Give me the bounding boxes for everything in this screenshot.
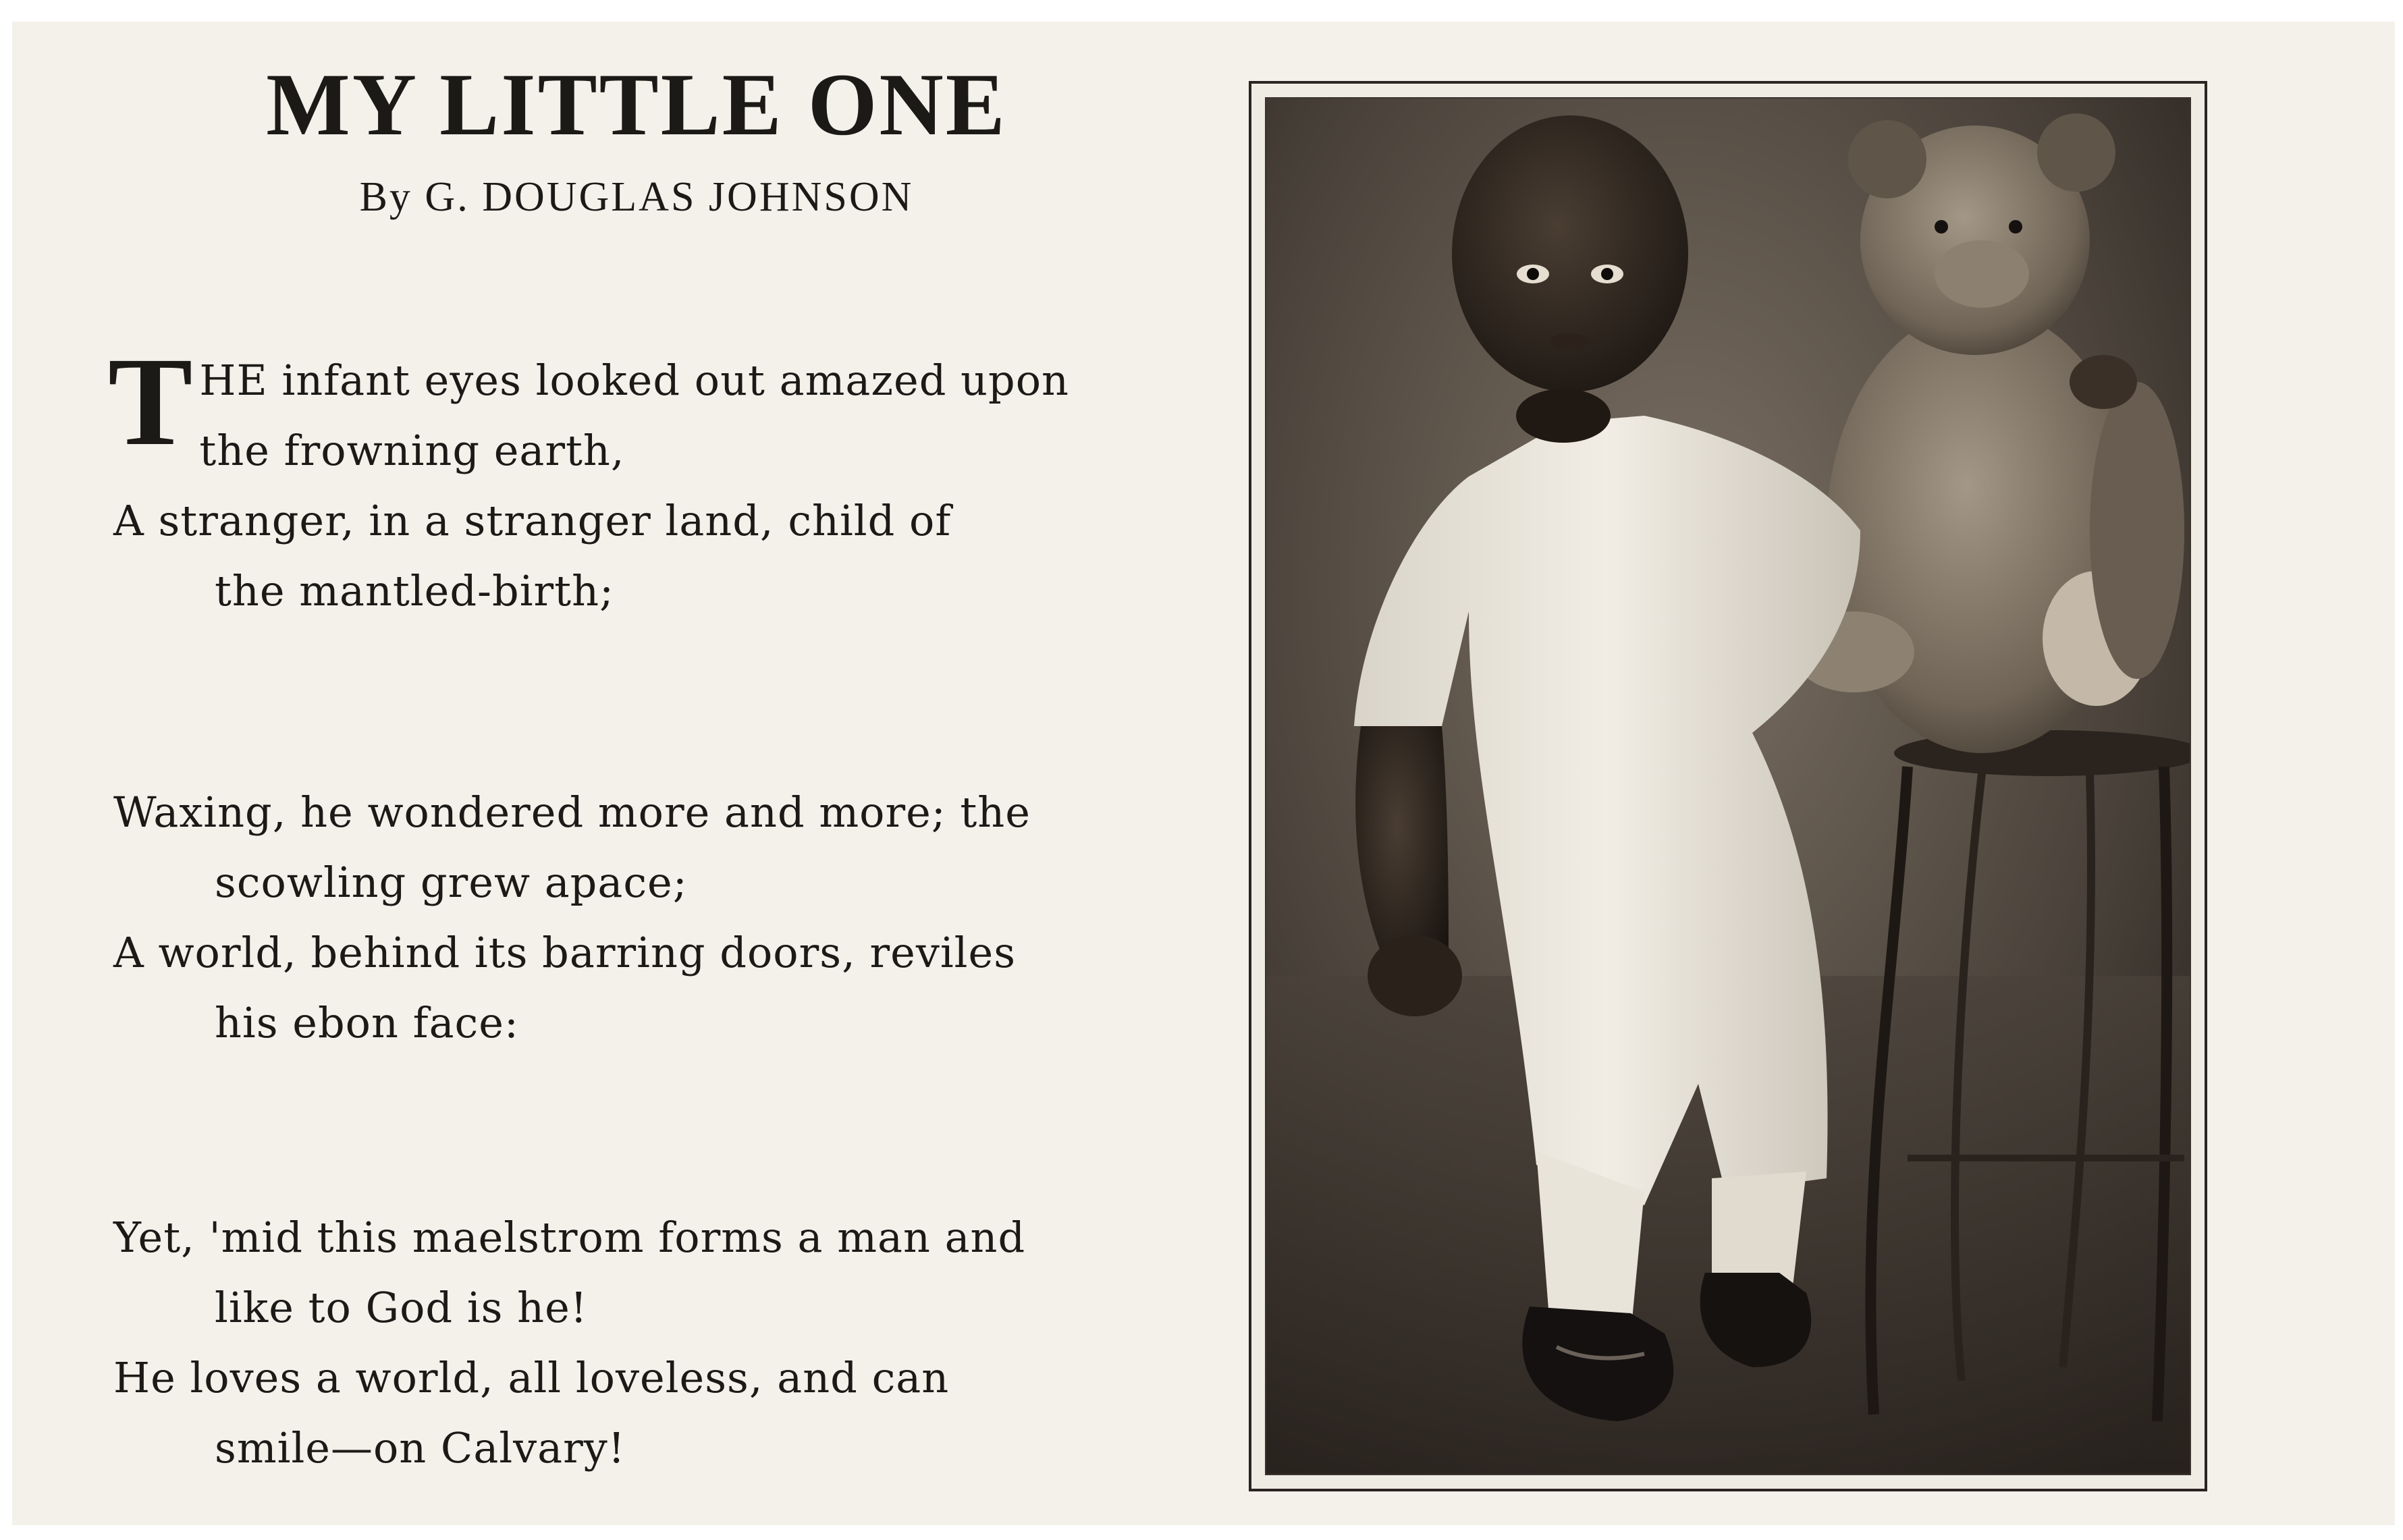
poem-line: the mantled-birth; [215,566,614,615]
poem-line: HE infant eyes looked out amazed upon [199,356,1069,405]
poem-line: A world, behind its barring doors, reviles [113,928,1017,977]
poem-line: Yet, 'mid this maelstrom forms a man and [113,1213,1026,1262]
poem-line: the frowning earth, [199,426,625,475]
poem-title: MY LITTLE ONE [266,55,1007,154]
drop-cap: T [108,331,193,472]
stanza-2 [113,777,1160,1058]
poem-byline: By G. DOUGLAS JOHNSON [359,174,914,221]
child-with-teddy-bear-photo [1265,97,2191,1475]
poem-line: Waxing, he wondered more and more; the [113,788,1031,837]
photo-frame [1249,81,2207,1491]
stanza-1 [108,331,1160,626]
poem-line: A stranger, in a stranger land, child of [113,496,952,545]
magazine-page [12,22,2395,1525]
stanza-3 [113,1203,1160,1483]
poem-line: He loves a world, all loveless, and can [113,1353,950,1402]
poem-line: his ebon face: [215,998,519,1047]
poem-line: smile—on Calvary! [215,1423,626,1473]
poem-line: like to God is he! [215,1283,588,1332]
poem-line: scowling grew apace; [215,858,688,907]
poem-column [108,55,1160,1473]
